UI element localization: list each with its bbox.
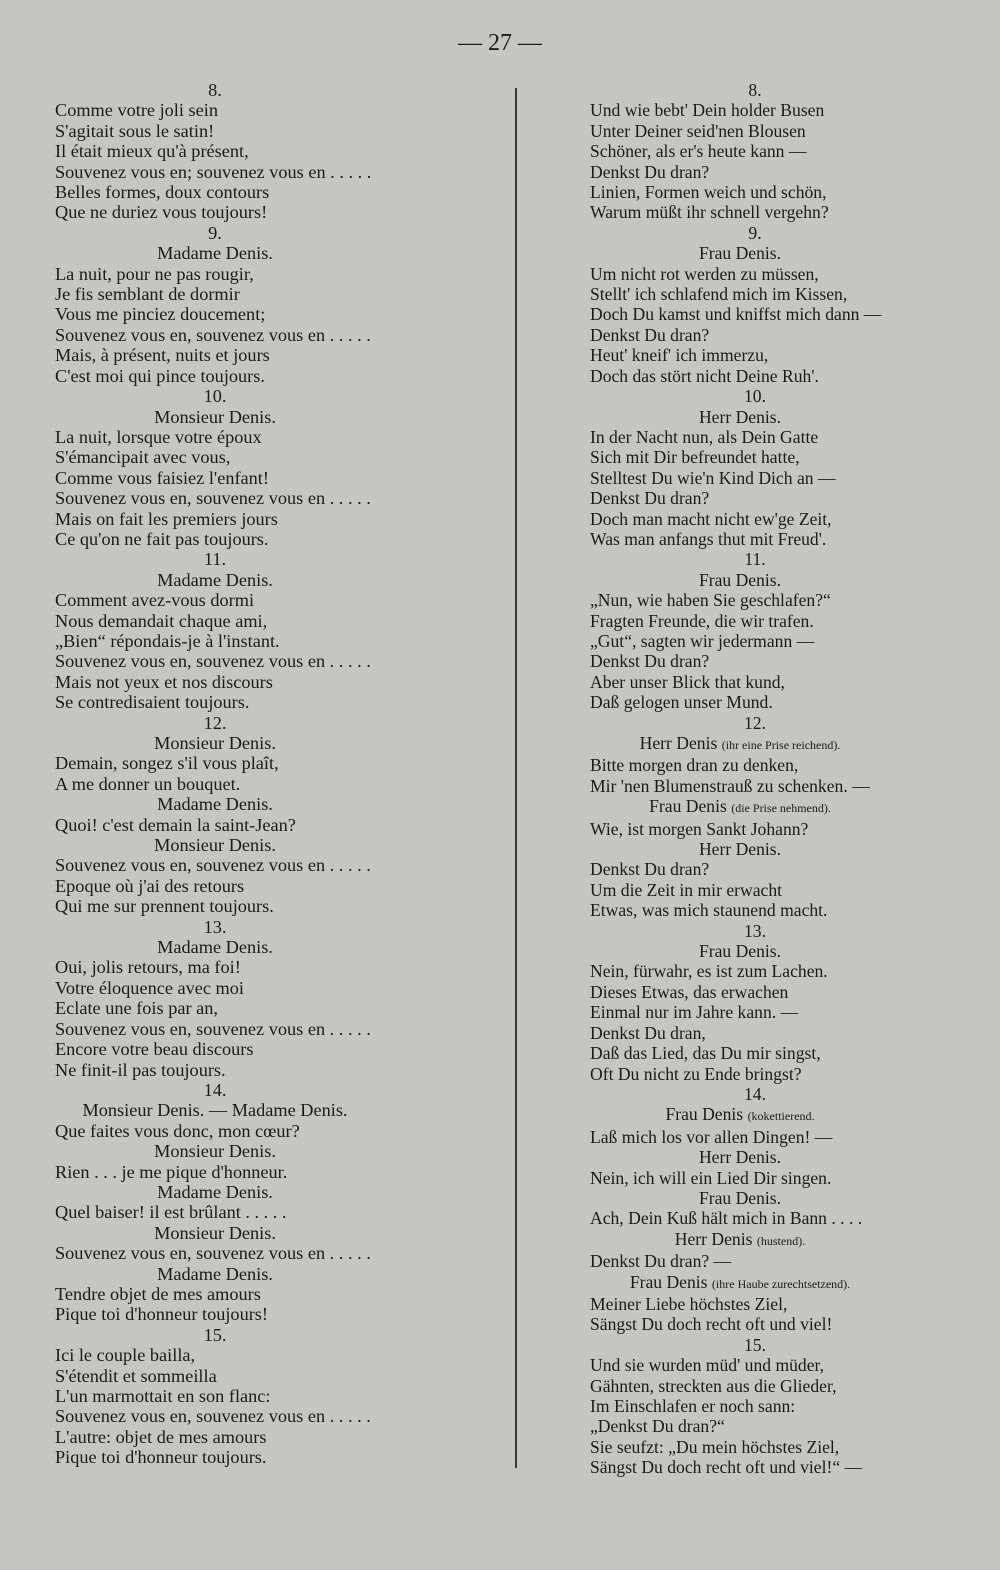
column-divider [515, 88, 517, 1468]
line-text: Souvenez vous en, souvenez vous en . . . . . [55, 1243, 371, 1264]
line-text: Schöner, als er's heute kann — [590, 141, 807, 162]
line-text: La nuit, lorsque votre époux [55, 426, 262, 447]
verse-line [55, 1284, 495, 1304]
line-text: 9. [208, 222, 222, 243]
line-text: Frau Denis [629, 1271, 708, 1292]
verse-line [590, 1208, 950, 1228]
line-text: A me donner un bouquet. [55, 773, 241, 794]
line-text: 9. [748, 222, 762, 243]
line-text: Laß mich los vor allen Dingen! — [590, 1126, 833, 1147]
stanza-number [55, 386, 495, 406]
verse-line [55, 447, 495, 467]
verse-line [590, 468, 950, 488]
line-text: Sängst Du doch recht oft und viel!“ — [590, 1457, 863, 1478]
speaker-label [55, 835, 495, 855]
verse-line [55, 855, 495, 875]
line-text: Warum müßt ihr schnell vergehn? [590, 202, 829, 223]
speaker-label [55, 1182, 495, 1202]
verse-line [55, 325, 495, 345]
line-text: In der Nacht nun, als Dein Gatte [590, 426, 819, 447]
verse-line [55, 1345, 495, 1365]
line-text: Dieses Etwas, das erwachen [590, 981, 789, 1002]
line-text: Je fis semblant de dormir [55, 284, 240, 305]
line-text: Meiner Liebe höchstes Ziel, [590, 1293, 788, 1314]
line-text: Quoi! c'est demain la saint-Jean? [55, 814, 296, 835]
stanza-number [590, 223, 950, 243]
verse-line [590, 304, 950, 324]
line-text: Pique toi d'honneur toujours! [55, 1304, 269, 1325]
line-text: Denkst Du dran? [590, 859, 710, 880]
verse-line [590, 141, 950, 161]
line-text: Comment avez-vous dormi [55, 590, 255, 611]
line-text: Denkst Du dran? [590, 488, 710, 509]
stanza-number [590, 713, 950, 733]
verse-line [55, 488, 495, 508]
line-text: Denkst Du dran? [590, 161, 710, 182]
line-text: Mais, à présent, nuits et jours [55, 345, 270, 366]
line-text: Pique toi d'honneur toujours. [55, 1447, 267, 1468]
german-column [590, 80, 950, 1478]
stanza-number [55, 713, 495, 733]
line-text: Monsieur Denis. [154, 835, 276, 856]
verse-line [590, 819, 950, 839]
stage-direction: (ihr eine Prise reichend). [721, 738, 841, 752]
line-text: Souvenez vous en; souvenez vous en . . . . . [55, 161, 372, 182]
verse-line [590, 776, 950, 796]
verse-line [590, 1396, 950, 1416]
speaker-label [590, 941, 950, 961]
line-text: Ne finit-il pas toujours. [55, 1059, 226, 1080]
stanza-number [55, 1325, 495, 1345]
verse-line [55, 876, 495, 896]
line-text: 13. [203, 916, 227, 937]
speaker-label [55, 1223, 495, 1243]
verse-line [590, 961, 950, 981]
verse-line [590, 631, 950, 651]
line-text: Oft Du nicht zu Ende bringst? [590, 1063, 802, 1084]
verse-line [55, 1243, 495, 1263]
verse-line [55, 1447, 495, 1467]
line-text: „Bien“ répondais-je à l'instant. [55, 630, 280, 651]
verse-line [590, 982, 950, 1002]
stage-direction: (ihre Haube zurechtsetzend). [711, 1276, 851, 1291]
verse-line [590, 1251, 950, 1271]
verse-line [590, 859, 950, 879]
line-text: Nein, fürwahr, es ist zum Lachen. [590, 961, 828, 982]
verse-line [55, 1060, 495, 1080]
verse-line [55, 366, 495, 386]
line-text: Monsieur Denis. — Madame Denis. [82, 1100, 348, 1121]
line-text: Madame Denis. [157, 1263, 273, 1284]
verse-line [55, 1406, 495, 1426]
line-text: Frau Denis. [698, 243, 782, 264]
line-text: Denkst Du dran? [590, 324, 710, 345]
line-text: Nous demandait chaque ami, [55, 610, 268, 631]
line-text: Etwas, was mich staunend macht. [590, 900, 828, 921]
verse-line [55, 1202, 495, 1222]
verse-line [55, 753, 495, 773]
verse-line [55, 978, 495, 998]
line-text: C'est moi qui pince toujours. [55, 365, 265, 386]
line-text: S'agitait sous le satin! [55, 120, 215, 141]
verse-line [55, 1427, 495, 1447]
verse-line [590, 284, 950, 304]
line-text: Demain, songez s'il vous plaît, [55, 753, 279, 774]
stanza-number [590, 549, 950, 569]
speaker-label [590, 1188, 950, 1208]
line-text: 8. [208, 80, 222, 100]
speaker-label [590, 796, 950, 818]
line-text: 11. [203, 549, 227, 570]
line-text: Linien, Formen weich und schön, [590, 182, 827, 203]
line-text: Monsieur Denis. [154, 733, 276, 753]
verse-line [55, 284, 495, 304]
verse-line [590, 345, 950, 365]
verse-line [55, 1162, 495, 1182]
line-text: Heut' kneif' ich immerzu, [590, 345, 769, 366]
line-text: „Denkst Du dran?“ [590, 1416, 725, 1437]
speaker-label [590, 243, 950, 263]
speaker-label [55, 1141, 495, 1161]
line-text: Epoque où j'ai des retours [55, 875, 245, 896]
speaker-label [590, 1104, 950, 1126]
line-text: 15. [203, 1324, 227, 1345]
speaker-label [590, 407, 950, 427]
line-text: Um die Zeit in mir erwacht [590, 879, 783, 900]
verse-line [55, 1019, 495, 1039]
line-text: Herr Denis [674, 1228, 753, 1249]
verse-line [590, 1314, 950, 1334]
verse-line [55, 1304, 495, 1324]
line-text: Frau Denis. [698, 1187, 782, 1208]
verse-line [590, 100, 950, 120]
verse-line [590, 1355, 950, 1375]
verse-line [55, 162, 495, 182]
verse-line [590, 1064, 950, 1084]
line-text: Doch man macht nicht ew'ge Zeit, [590, 508, 832, 529]
verse-line [55, 774, 495, 794]
line-text: Nein, ich will ein Lied Dir singen. [590, 1167, 832, 1188]
verse-line [590, 488, 950, 508]
speaker-label [590, 1272, 950, 1294]
verse-line [55, 815, 495, 835]
speaker-label [590, 1147, 950, 1167]
verse-line [55, 896, 495, 916]
stage-direction: (kokettierend. [747, 1109, 815, 1124]
verse-line [590, 1437, 950, 1457]
speaker-label [55, 937, 495, 957]
speaker-label [55, 1100, 495, 1120]
page-number: — 27 — [458, 30, 542, 56]
line-text: Ce qu'on ne fait pas toujours. [55, 528, 269, 549]
line-text: Herr Denis. [698, 1147, 782, 1168]
verse-line [590, 529, 950, 549]
line-text: Souvenez vous en, souvenez vous en . . . . . [55, 651, 371, 672]
line-text: Doch das stört nicht Deine Ruh'. [590, 365, 819, 386]
line-text: Fragten Freunde, die wir trafen. [590, 610, 814, 631]
stanza-number [590, 921, 950, 941]
stanza-number [55, 917, 495, 937]
line-text: „Nun, wie haben Sie geschlafen?“ [590, 590, 831, 611]
verse-line [590, 509, 950, 529]
line-text: Frau Denis [665, 1104, 744, 1125]
verse-line [590, 755, 950, 775]
verse-line [590, 447, 950, 467]
speaker-label [590, 733, 950, 755]
line-text: Frau Denis. [698, 569, 782, 590]
line-text: Encore votre beau discours [55, 1039, 254, 1060]
speaker-label [55, 1264, 495, 1284]
stanza-number [55, 1080, 495, 1100]
line-text: Comme votre joli sein [55, 100, 218, 121]
verse-line [590, 202, 950, 222]
line-text: Sie seufzt: „Du mein höchstes Ziel, [590, 1436, 840, 1457]
verse-line [55, 651, 495, 671]
line-text: Rien . . . je me pique d'honneur. [55, 1161, 288, 1182]
line-text: Doch Du kamst und kniffst mich dann — [590, 304, 882, 325]
line-text: Comme vous faisiez l'enfant! [55, 467, 269, 488]
speaker-label [55, 570, 495, 590]
line-text: Belles formes, doux contours [55, 182, 270, 203]
verse-line [55, 611, 495, 631]
line-text: La nuit, pour ne pas rougir, [55, 263, 254, 284]
line-text: Aber unser Blick that kund, [590, 671, 785, 692]
line-text: Denkst Du dran? — [590, 1251, 732, 1272]
line-text: Mais not yeux et nos discours [55, 671, 273, 692]
verse-line [55, 672, 495, 692]
speaker-label [55, 407, 495, 427]
line-text: Um nicht rot werden zu müssen, [590, 263, 819, 284]
line-text: Frau Denis [649, 796, 727, 817]
verse-line [55, 1366, 495, 1386]
verse-line [55, 100, 495, 120]
line-text: 8. [748, 80, 762, 100]
line-text: Im Einschlafen er noch sann: [590, 1396, 796, 1416]
line-text: „Gut“, sagten wir jedermann — [590, 630, 815, 651]
verse-line [55, 304, 495, 324]
verse-line [55, 998, 495, 1018]
verse-line [590, 182, 950, 202]
verse-line [55, 631, 495, 651]
line-text: L'un marmottait en son flanc: [55, 1386, 271, 1406]
verse-line [590, 590, 950, 610]
verse-line [55, 529, 495, 549]
line-text: Monsieur Denis. [154, 406, 276, 427]
line-text: Madame Denis. [157, 794, 273, 815]
line-text: Herr Denis. [698, 839, 782, 860]
verse-line [590, 121, 950, 141]
line-text: Wie, ist morgen Sankt Johann? [590, 818, 809, 839]
verse-line [590, 1002, 950, 1022]
line-text: 13. [744, 920, 766, 941]
stanza-number [590, 386, 950, 406]
line-text: 12. [203, 712, 227, 733]
line-text: Monsieur Denis. [154, 1222, 276, 1243]
line-text: Und wie bebt' Dein holder Busen [590, 100, 825, 121]
line-text: Sängst Du doch recht oft und viel! [590, 1314, 833, 1335]
line-text: Ach, Dein Kuß hält mich in Bann . . . . [590, 1208, 863, 1229]
verse-line [55, 590, 495, 610]
line-text: Monsieur Denis. [154, 1141, 276, 1162]
verse-line [590, 651, 950, 671]
verse-line [590, 264, 950, 284]
speaker-label [55, 243, 495, 263]
verse-line [55, 509, 495, 529]
line-text: 11. [744, 549, 766, 570]
line-text: S'étendit et sommeilla [55, 1365, 217, 1386]
line-text: Madame Denis. [157, 243, 273, 264]
line-text: Oui, jolis retours, ma foi! [55, 957, 241, 978]
line-text: Einmal nur im Jahre kann. — [590, 1002, 799, 1023]
stanza-number [55, 223, 495, 243]
verse-line [590, 366, 950, 386]
line-text: Il était mieux qu'à présent, [55, 141, 249, 162]
speaker-label [590, 1229, 950, 1251]
line-text: Stellt' ich schlafend mich im Kissen, [590, 284, 848, 305]
line-text: Daß gelogen unser Mund. [590, 692, 773, 713]
stanza-number [55, 549, 495, 569]
verse-line [590, 1127, 950, 1147]
line-text: Denkst Du dran? [590, 651, 710, 672]
verse-line [55, 202, 495, 222]
line-text: L'autre: objet de mes amours [55, 1426, 267, 1447]
verse-line [590, 672, 950, 692]
verse-line [590, 162, 950, 182]
line-text: Stelltest Du wie'n Kind Dich an — [590, 467, 836, 488]
line-text: S'émancipait avec vous, [55, 447, 231, 468]
line-text: Souvenez vous en, souvenez vous en . . . . . [55, 1406, 371, 1427]
line-text: Souvenez vous en, souvenez vous en . . . . . [55, 855, 371, 876]
verse-line [590, 1043, 950, 1063]
verse-line [590, 900, 950, 920]
line-text: Ici le couple bailla, [55, 1345, 196, 1366]
line-text: Mais on fait les premiers jours [55, 508, 278, 529]
speaker-label [55, 794, 495, 814]
line-text: Quel baiser! il est brûlant . . . . . [55, 1202, 287, 1223]
line-text: Madame Denis. [157, 1181, 273, 1202]
verse-line [55, 141, 495, 161]
stanza-number [590, 80, 950, 100]
verse-line [590, 1168, 950, 1188]
line-text: Madame Denis. [157, 937, 273, 958]
line-text: Souvenez vous en, souvenez vous en . . . . . [55, 324, 371, 345]
line-text: 14. [744, 1083, 766, 1104]
verse-line [590, 611, 950, 631]
line-text: Votre éloquence avec moi [55, 977, 244, 998]
verse-line [55, 1121, 495, 1141]
line-text: Se contredisaient toujours. [55, 692, 250, 713]
verse-line [590, 1294, 950, 1314]
line-text: Sich mit Dir befreundet hatte, [590, 447, 800, 468]
line-text: Denkst Du dran, [590, 1022, 706, 1043]
verse-line [590, 1457, 950, 1477]
line-text: Que ne duriez vous toujours! [55, 202, 268, 223]
speaker-label [55, 733, 495, 753]
verse-line [590, 1023, 950, 1043]
line-text: Que faites vous donc, mon cœur? [55, 1120, 300, 1141]
line-text: 14. [203, 1079, 227, 1100]
verse-line [590, 1376, 950, 1396]
line-text: Daß das Lied, das Du mir singst, [590, 1043, 821, 1064]
line-text: Souvenez vous en, souvenez vous en . . . . . [55, 1018, 371, 1039]
verse-line [55, 121, 495, 141]
verse-line [590, 692, 950, 712]
stage-direction: (hustend). [756, 1233, 806, 1248]
line-text: Bitte morgen dran zu denken, [590, 755, 799, 776]
speaker-label [590, 570, 950, 590]
line-text: Madame Denis. [157, 569, 273, 590]
verse-line [55, 264, 495, 284]
line-text: Frau Denis. [698, 941, 782, 962]
verse-line [590, 1416, 950, 1436]
verse-line [590, 880, 950, 900]
verse-line [590, 325, 950, 345]
verse-line [55, 1039, 495, 1059]
french-column [55, 80, 495, 1468]
line-text: Eclate une fois par an, [55, 998, 218, 1019]
verse-line [55, 427, 495, 447]
line-text: 10. [744, 386, 766, 407]
line-text: Was man anfangs thut mit Freud'. [590, 528, 827, 549]
line-text: Unter Deiner seid'nen Blousen [590, 120, 806, 141]
line-text: Qui me sur prennent toujours. [55, 896, 274, 917]
verse-line [55, 345, 495, 365]
line-text: 12. [744, 712, 766, 733]
verse-line [55, 468, 495, 488]
line-text: Vous me pinciez doucement; [55, 304, 266, 325]
stage-direction: (die Prise nehmend). [731, 801, 831, 816]
verse-line [590, 427, 950, 447]
line-text: Herr Denis [639, 733, 718, 753]
stanza-number [590, 1335, 950, 1355]
verse-line [55, 1386, 495, 1406]
line-text: Und sie wurden müd' und müder, [590, 1355, 825, 1376]
speaker-label [590, 839, 950, 859]
line-text: Tendre objet de mes amours [55, 1283, 261, 1304]
verse-line [55, 692, 495, 712]
line-text: 15. [744, 1334, 766, 1355]
line-text: Herr Denis. [698, 406, 782, 427]
line-text: 10. [203, 386, 227, 407]
verse-line [55, 182, 495, 202]
verse-line [55, 957, 495, 977]
line-text: Souvenez vous en, souvenez vous en . . . . . [55, 488, 371, 509]
stanza-number [590, 1084, 950, 1104]
line-text: Mir 'nen Blumenstrauß zu schenken. — [590, 775, 870, 796]
line-text: Gähnten, streckten aus die Glieder, [590, 1375, 837, 1396]
stanza-number [55, 80, 495, 100]
